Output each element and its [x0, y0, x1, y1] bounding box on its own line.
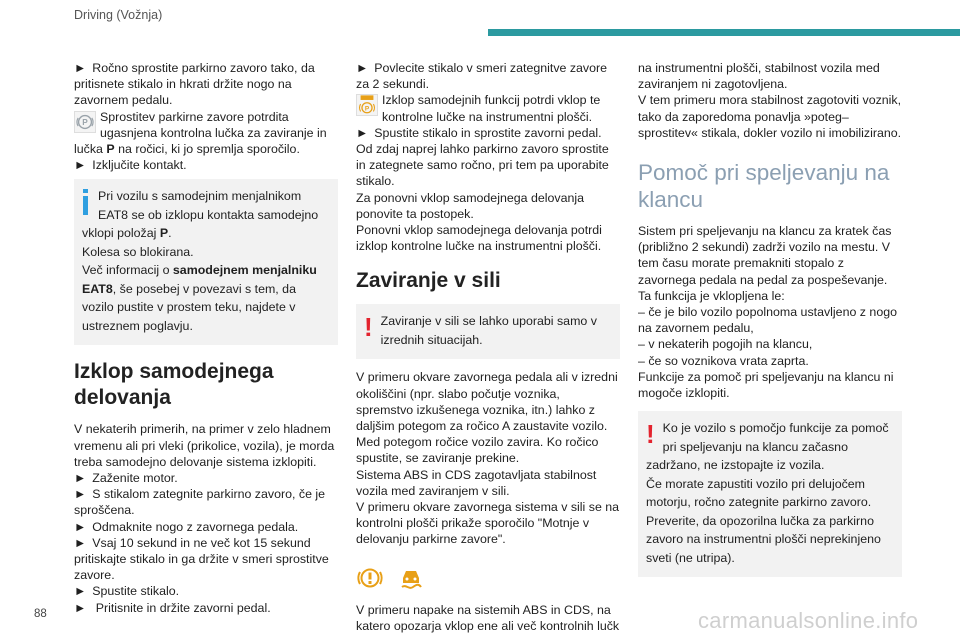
warning-note: ! Ko je vozilo s pomočjo funkcije za pomoč pri speljevanju na klancu začasno zadržano, ne izstopajte iz vozila. Če morate zapustiti vozilo pri delujočem motorju, ročno zategnite parkirno zavoro. Preverite, da opozorilna lučka za parkirno zavoro na instrumentni plošči neprekinjeno sveti (ne utripa).: [638, 411, 902, 577]
paragraph: V nekaterih primerih, na primer v zelo hladnem vremenu ali pri vleki (prikolice, vozila), je morda treba samodejno delovanje sistema izklopiti.: [74, 422, 335, 469]
paragraph: V primeru okvare zavornega sistema v sili se na kontrolni plošči prikaže sporočilo "Motnje v delovanju parkirne zavore".: [356, 500, 620, 547]
arrow-icon: ►: [74, 600, 87, 615]
arrow-icon: ►: [74, 471, 87, 486]
page-number: 88: [34, 608, 47, 620]
paragraph: Sistema ABS in CDS zagotavljata stabilnost vozila med zaviranjem v sili.: [356, 467, 597, 498]
list-item: ► S stikalom zategnite parkirno zavoro, če je sproščena.: [74, 487, 326, 518]
list-item: ► Odmaknite nogo z zavornega pedala.: [74, 519, 299, 534]
paragraph: Za ponovni vklop samodejnega delovanja ponovite ta postopek.: [356, 190, 585, 221]
info-icon: [82, 189, 90, 215]
arrow-icon: ►: [74, 535, 87, 550]
paragraph: Ponovni vklop samodejnega delovanja potrdi izklop kontrolne lučke na instrumentni plošči.: [356, 223, 602, 254]
column-2: [356, 60, 620, 634]
arrow-icon: ►: [74, 61, 87, 75]
warning-note: ! Zaviranje v sili se lahko uporabi samo v izrednih situacijah.: [356, 304, 620, 359]
svg-text:P: P: [82, 117, 88, 127]
warning-lamps: [356, 564, 620, 592]
section-heading: Izklop samodejnega delovanja: [74, 360, 274, 410]
arrow-icon: ►: [74, 584, 87, 599]
list-item: – če je bilo vozilo popolnoma ustavljeno z nogo na zavornem pedalu,: [638, 305, 897, 336]
list-item: ► Spustite stikalo.: [74, 584, 180, 599]
paragraph: Ta funkcija je vklopljena le:: [638, 288, 785, 303]
header-title: Driving (Vožnja): [74, 8, 163, 22]
warning-icon: !: [364, 312, 373, 343]
parking-brake-icon: [74, 111, 96, 133]
paragraph: V primeru napake na sistemih ABS in CDS, na katero opozarja vklop ene ali več kontrolnih lučk: [356, 602, 620, 633]
warning-icon: !: [646, 419, 655, 450]
arrow-icon: ►: [74, 158, 87, 173]
paragraph: P Sprostitev parkirne zavore potrdita ugasnjena kontrolna lučka za zaviranje in lučka P na ročici, ki jo spremlja sporočilo.: [74, 109, 327, 157]
arrow-icon: ►: [356, 61, 369, 75]
list-item: – če so voznikova vrata zaprta.: [638, 353, 809, 368]
watermark: carmanualsonline.info: [698, 608, 919, 633]
arrow-icon: ►: [74, 519, 87, 534]
abs-warning-icon: [356, 564, 384, 592]
column-1: [74, 60, 338, 616]
list-item: ► Povlecite stikalo v smeri zategnitve zavore za 2 sekundi.: [356, 61, 608, 92]
paragraph: Sistem pri speljevanju na klancu za kratek čas (približno 2 sekundi) zadrži vozilo na mestu. V tem času morate premakniti stopalo z zavornega pedala na pedal za pospeševanje.: [638, 224, 892, 287]
paragraph: V primeru okvare zavornega pedala ali v izredni okoliščini (npr. slabo počutje voznika, spremstvo izkušenega voznika, itn.) lahko z daljšim potegom za ročico A zaustavite vozilo. Med potegom ročice vozilo zavira. Ko ročico spustite, se zaviranje prekine.: [356, 370, 618, 466]
info-note: Pri vozilu s samodejnim menjalnikom EAT8 se ob izklopu kontakta samodejno vklopi položaj P. Kolesa so blokirana. Več informacij o samodejnem menjalniku EAT8, še posebej v povezavi s tem, da vozilo pustite v prostem teku, najdete v ustreznem poglavju.: [74, 179, 338, 345]
paragraph: Od zdaj naprej lahko parkirno zavoro sprostite in zategnete samo ročno, pri tem pa uporabite stikalo.: [356, 142, 609, 189]
stability-control-icon: [397, 564, 425, 592]
list-item: ► Vsaj 10 sekund in ne več kot 15 sekund pritiskajte stikalo in ga držite v smeri sprostitve zavore.: [74, 535, 329, 583]
svg-text:P: P: [364, 105, 370, 113]
paragraph: ► Izključite kontakt.: [74, 158, 187, 173]
paragraph: ► Ročno sprostite parkirno zavoro tako, da pritisnete stikalo in hkrati držite nogo na zavornem pedalu.: [74, 61, 315, 108]
section-heading: Pomoč pri speljevanju na klancu: [638, 160, 890, 213]
list-item: ► Zaženite motor.: [74, 471, 178, 486]
arrow-icon: ►: [74, 487, 87, 502]
auto-parking-brake-icon: [356, 94, 378, 116]
paragraph: Funkcije za pomoč pri speljevanju na klancu ni mogoče izklopiti.: [638, 369, 894, 401]
paragraph: P Izklop samodejnih funkcij potrdi vklop te kontrolne lučke na instrumentni plošči.: [356, 92, 620, 124]
list-item: ► Spustite stikalo in sprostite zavorni pedal.: [356, 125, 602, 140]
header-accent-bar: [488, 29, 960, 36]
paragraph: V tem primeru mora stabilnost zagotoviti voznik, tako da zaporedoma ponavlja »poteg–sprostitev« stikala, dokler vozilo ni imobilizirano.: [638, 93, 902, 140]
section-heading: Zaviranje v sili: [356, 269, 501, 293]
list-item: ► Pritisnite in držite zavorni pedal.: [74, 600, 271, 615]
arrow-icon: ►: [356, 125, 369, 140]
column-3: [638, 60, 902, 583]
list-item: – v nekaterih pogojih na klancu,: [638, 337, 813, 352]
paragraph: na instrumentni plošči, stabilnost vozila med zaviranjem ni zagotovljena.: [638, 61, 880, 92]
